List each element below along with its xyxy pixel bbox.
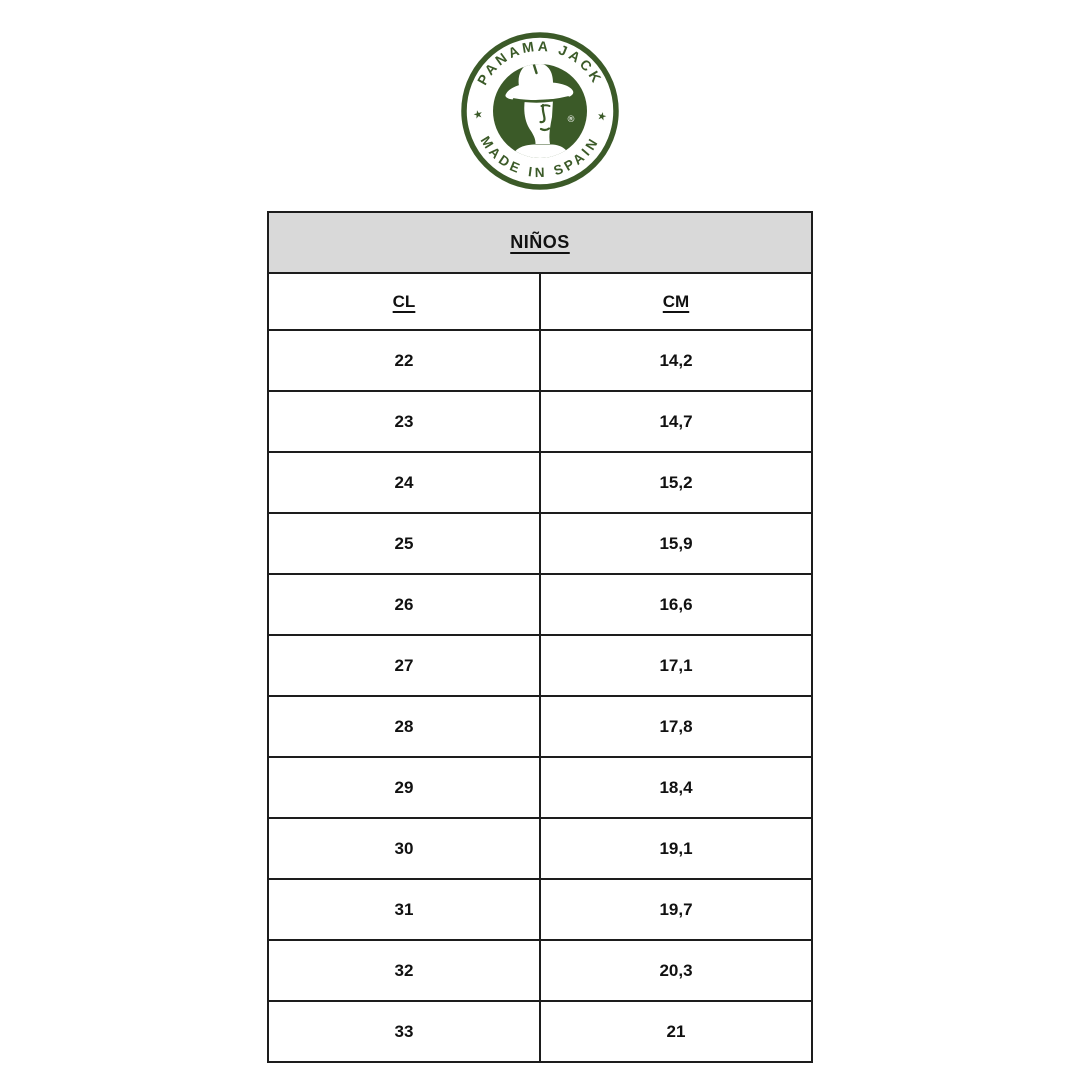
table-cell: 14,7: [540, 391, 812, 452]
panama-jack-stamp-icon: [456, 27, 624, 195]
table-row: [268, 391, 812, 452]
table-cell: 19,7: [540, 879, 812, 940]
table-row: [268, 757, 812, 818]
table-row: [268, 635, 812, 696]
column-header-cm: CM: [540, 273, 812, 330]
stamp-text-top: PANAMA JACK: [473, 37, 607, 88]
table-title: NIÑOS: [268, 212, 812, 273]
table-cell: 15,2: [540, 452, 812, 513]
table-cell: 30: [268, 818, 540, 879]
star-left-icon: ★: [471, 106, 485, 122]
table-row: [268, 696, 812, 757]
table-cell: 32: [268, 940, 540, 1001]
table-row: [268, 879, 812, 940]
table-cell: 25: [268, 513, 540, 574]
table-cell: 17,1: [540, 635, 812, 696]
size-table-body: [268, 330, 812, 1062]
table-cell: 27: [268, 635, 540, 696]
table-cell: 31: [268, 879, 540, 940]
table-cell: 24: [268, 452, 540, 513]
table-cell: 33: [268, 1001, 540, 1062]
table-cell: 22: [268, 330, 540, 391]
table-row: [268, 330, 812, 391]
table-cell: 19,1: [540, 818, 812, 879]
column-header-cl: CL: [268, 273, 540, 330]
table-cell: 17,8: [540, 696, 812, 757]
table-row: [268, 452, 812, 513]
brand-logo: [0, 0, 1080, 195]
table-row: [268, 574, 812, 635]
table-row: [268, 513, 812, 574]
table-row: [268, 818, 812, 879]
table-row: [268, 1001, 812, 1062]
table-row: [268, 940, 812, 1001]
table-title-row: [268, 212, 812, 273]
table-cell: 26: [268, 574, 540, 635]
registered-mark: ®: [566, 115, 576, 125]
star-right-icon: ★: [595, 108, 609, 124]
table-cell: 15,9: [540, 513, 812, 574]
table-cell: 20,3: [540, 940, 812, 1001]
size-table: [267, 211, 813, 1063]
column-header-row: [268, 273, 812, 330]
stamp-text-bottom: MADE IN SPAIN: [477, 133, 603, 181]
table-cell: 18,4: [540, 757, 812, 818]
table-cell: 28: [268, 696, 540, 757]
table-cell: 16,6: [540, 574, 812, 635]
table-cell: 21: [540, 1001, 812, 1062]
table-cell: 14,2: [540, 330, 812, 391]
table-cell: 29: [268, 757, 540, 818]
table-cell: 23: [268, 391, 540, 452]
